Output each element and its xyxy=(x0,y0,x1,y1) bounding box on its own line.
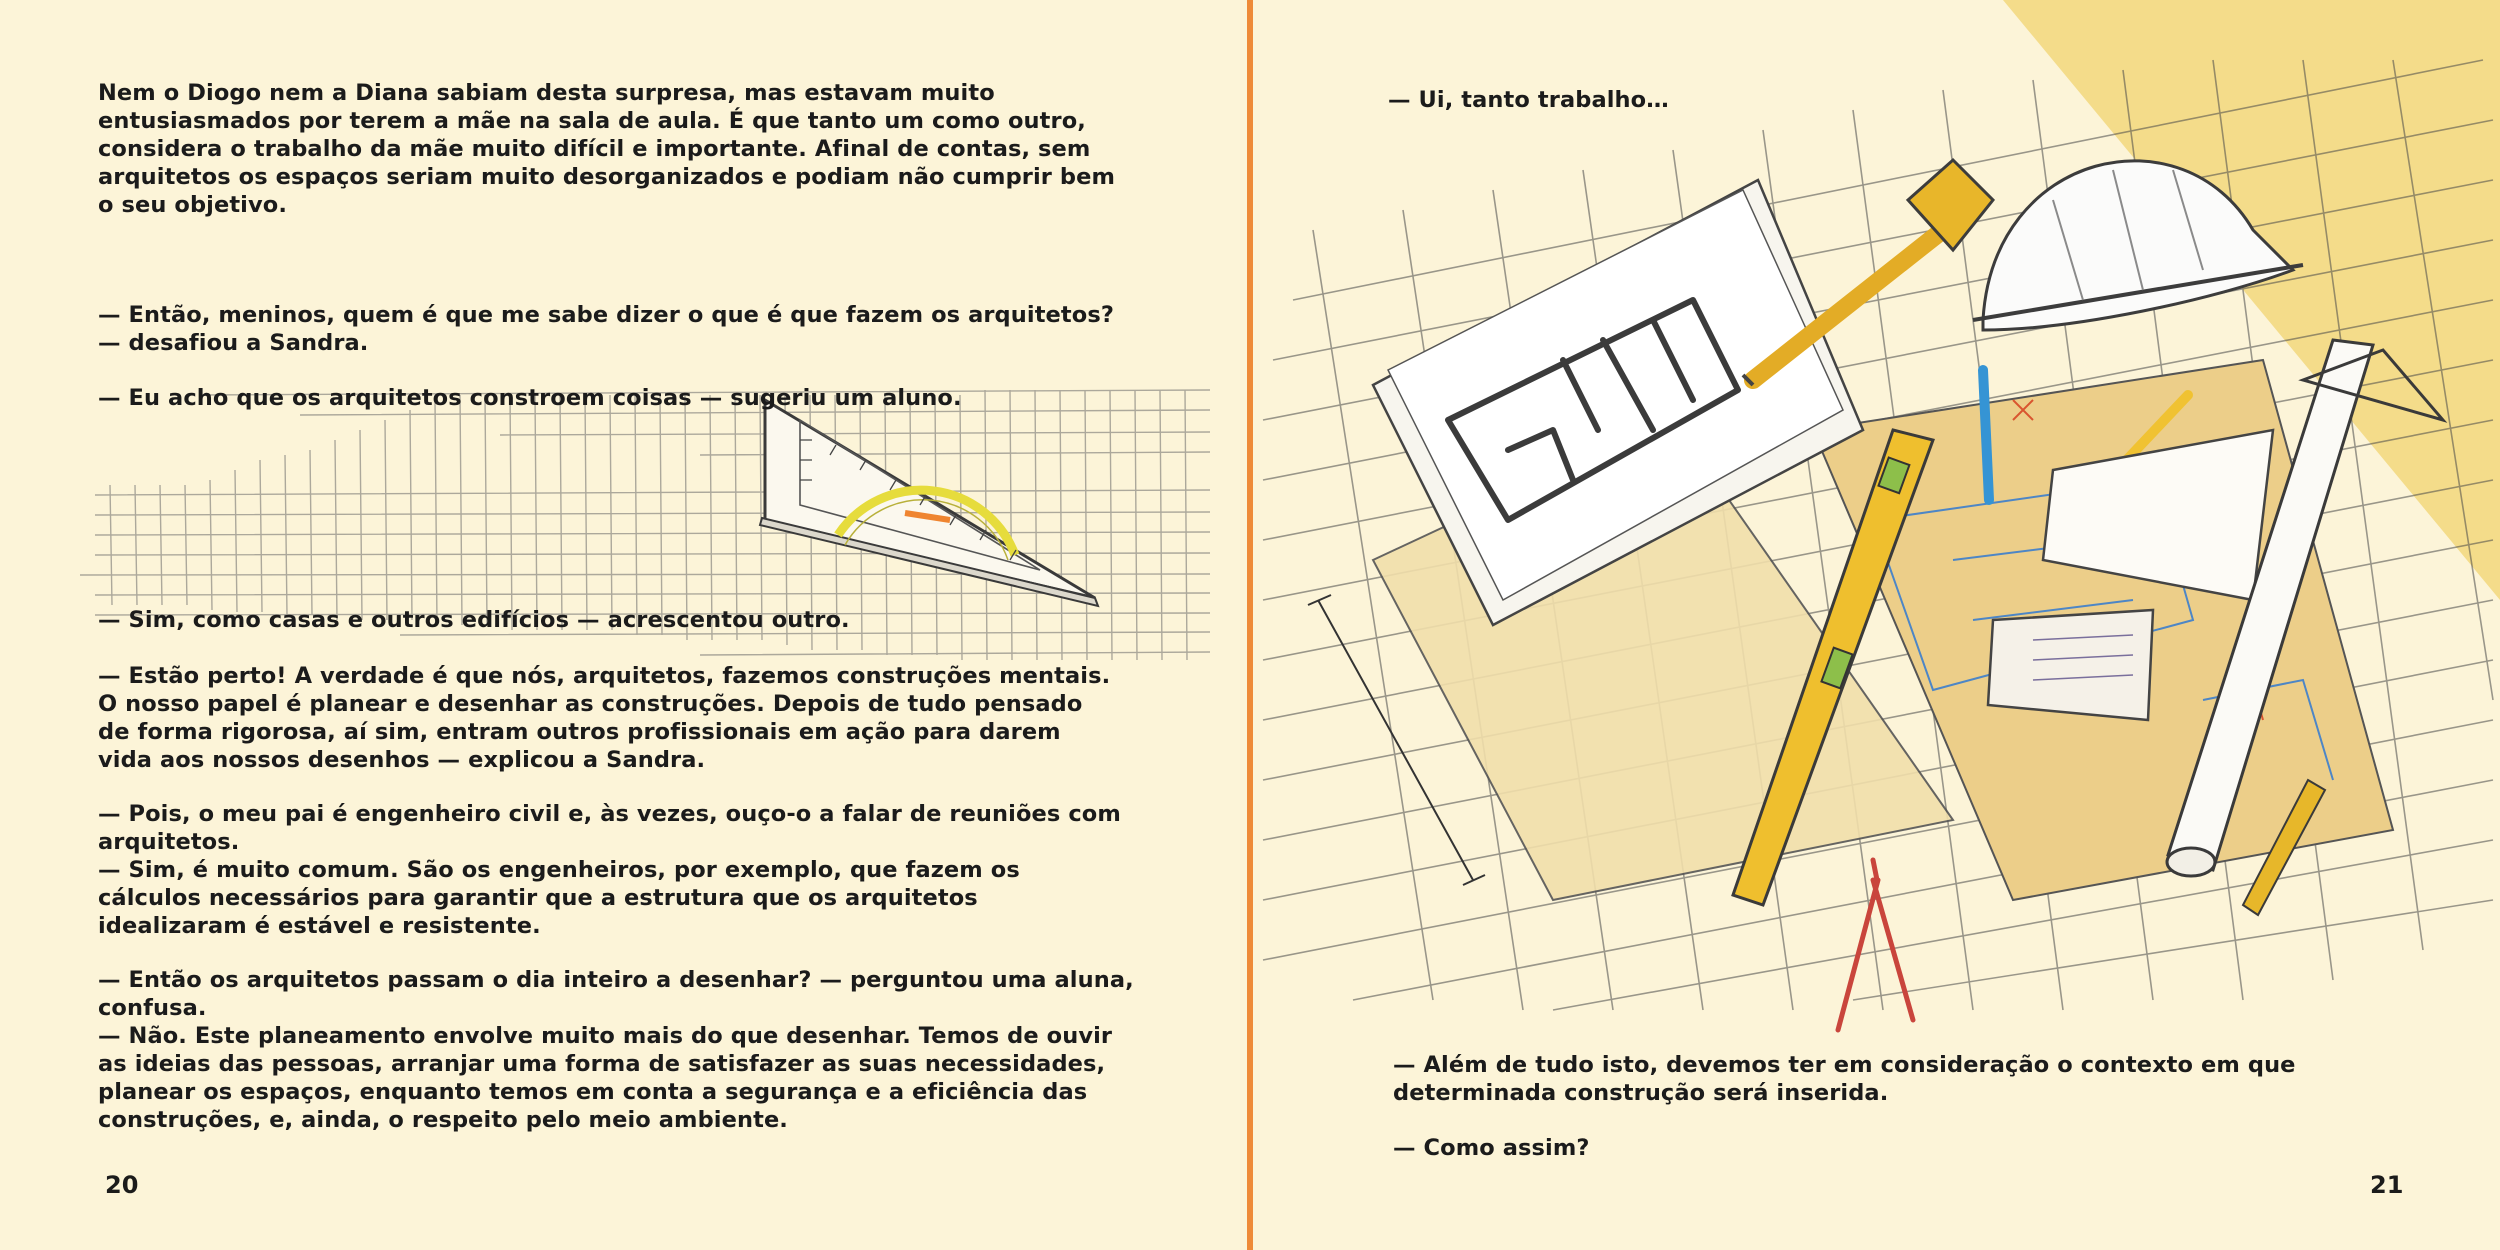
paragraph-father: — Pois, o meu pai é engenheiro civil e, às vezes, ouço-o a falar de reuniões com arquitetos. xyxy=(98,801,1121,855)
paragraph-intro: Nem o Diogo nem a Diana sabiam desta surpresa, mas estavam muito entusiasmados por terem a mãe na sala de aula. É que tanto um como outro, considera o trabalho da mãe muito difícil e importante. Afinal de contas, sem arquitetos os espaços seriam muito desorganizados e podiam não cumprir bem o seu objetivo. xyxy=(98,80,1116,218)
paragraph-planning: — Não. Este planeamento envolve muito mais do que desenhar. Temos de ouvir as ideias das pessoas, arranjar uma forma de satisfazer as suas necessidades, planear os espaços, enquanto temos em conta a segurança e a eficiência das construções, e, ainda, o respeito pelo meio ambiente. xyxy=(98,1023,1113,1133)
left-page xyxy=(0,0,1247,1250)
paragraph-drawing-question: — Então os arquitetos passam o dia inteiro a desenhar? — perguntou uma aluna, confusa. xyxy=(98,967,1134,1021)
page-number-right: 21 xyxy=(2370,1171,2404,1199)
paragraph-student-2: — Sim, como casas e outros edifícios — acrescentou outro. xyxy=(98,607,850,633)
page-number-left: 20 xyxy=(105,1171,139,1199)
paragraph-question: — Então, meninos, quem é que me sabe dizer o que é que fazem os arquitetos? — desafiou a Sandra. xyxy=(98,302,1114,356)
paragraph-como-assim: — Como assim? xyxy=(1393,1135,1590,1161)
paragraph-context: — Além de tudo isto, devemos ter em consideração o contexto em que determinada construção será inserida. xyxy=(1393,1052,2296,1106)
paragraph-engineers: — Sim, é muito comum. São os engenheiros, por exemplo, que fazem os cálculos necessários para garantir que a estrutura que os arquitetos idealizaram é estável e resistente. xyxy=(98,857,1020,939)
paragraph-student-1: — Eu acho que os arquitetos constroem coisas — sugeriu um aluno. xyxy=(98,385,962,411)
paragraph-sandra-explains: — Estão perto! A verdade é que nós, arquitetos, fazemos construções mentais. O nosso papel é planear e desenhar as construções. Depois de tudo pensado de forma rigorosa, aí sim, entram outros profissionais em ação para darem vida aos nossos desenhos — explicou a Sandra. xyxy=(98,663,1111,773)
paragraph-ui: — Ui, tanto trabalho… xyxy=(1388,87,1669,113)
right-page xyxy=(1253,0,2500,1250)
